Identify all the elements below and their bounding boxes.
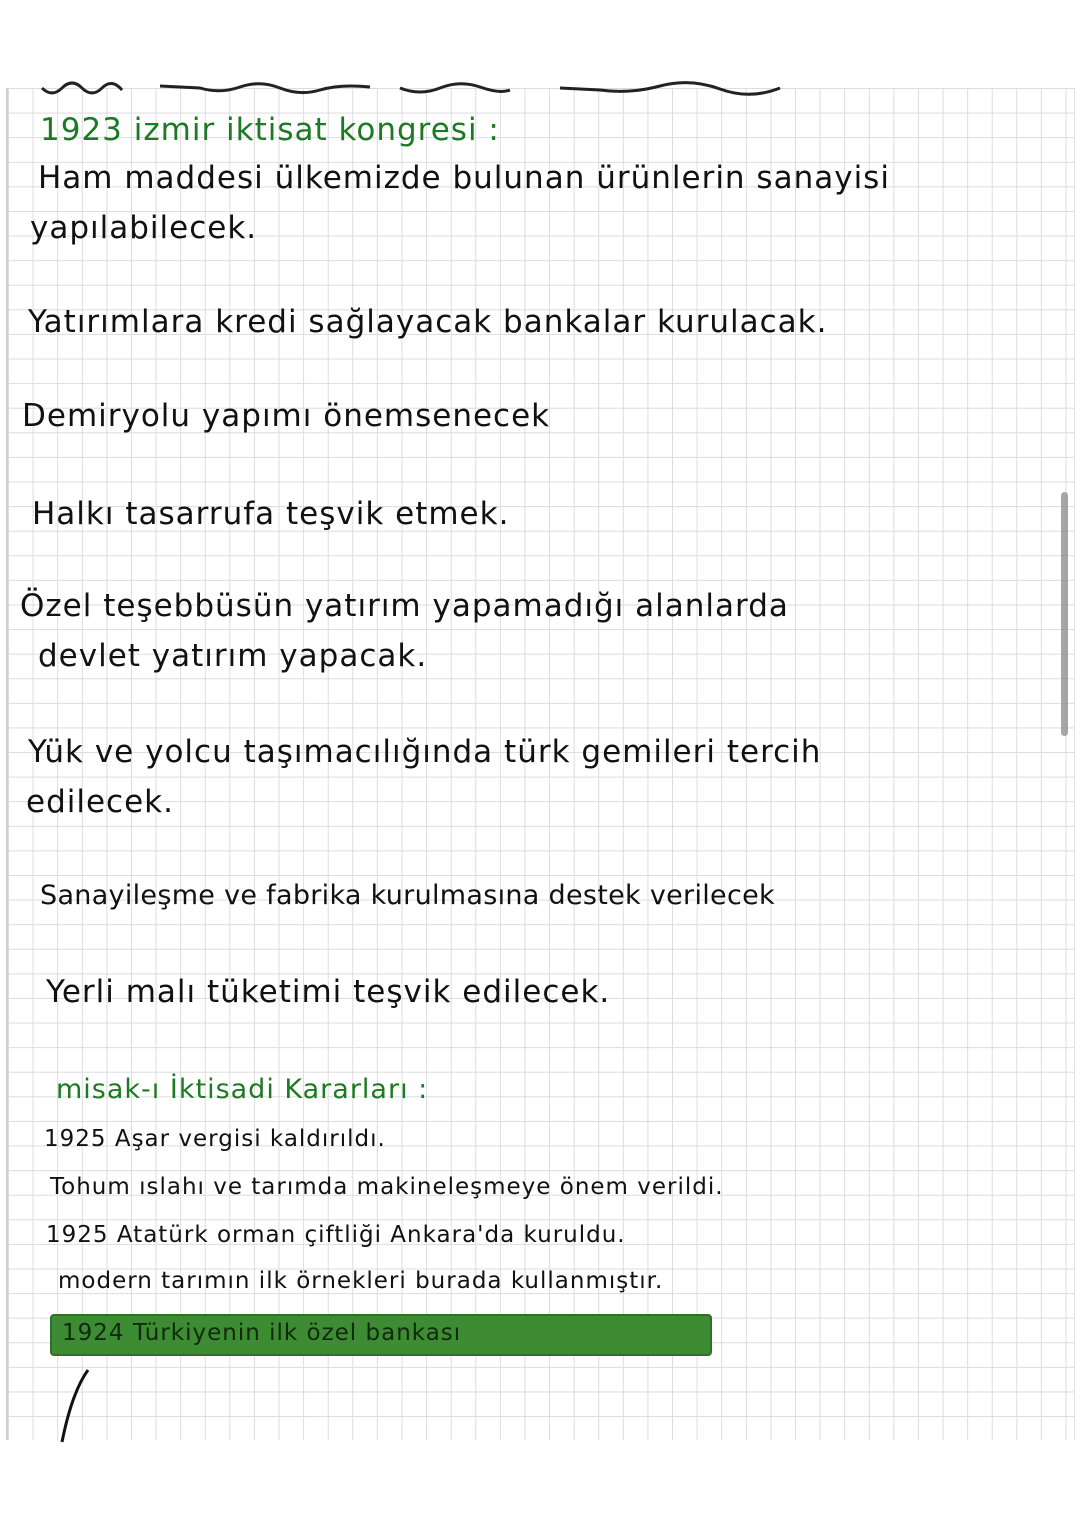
misak-line-forest-farm: 1925 Atatürk orman çiftliği Ankara'da kuruldu. (46, 1222, 626, 1248)
note-line-domestic-goods: Yerli malı tüketimi teşvik edilecek. (46, 974, 611, 1010)
note-line-raw-materials: Ham maddesi ülkemizde bulunan ürünlerin sanayisi (38, 160, 890, 196)
note-line-industrialization: Sanayileşme ve fabrika kurulmasına destek verilecek (40, 880, 775, 911)
misak-line-seed: Tohum ıslahı ve tarımda makineleşmeye önem verildi. (50, 1174, 724, 1200)
cut-off-handwriting (40, 78, 800, 100)
pen-stroke (50, 1364, 110, 1444)
scrollbar-thumb[interactable] (1061, 492, 1068, 736)
note-line-state-investment: devlet yatırım yapacak. (38, 638, 428, 674)
note-line-shipping-cont: edilecek. (26, 784, 174, 820)
highlighted-note: 1924 Türkiyenin ilk özel bankası (62, 1320, 462, 1346)
misak-line-tithe: 1925 Aşar vergisi kaldırıldı. (44, 1126, 386, 1152)
note-line-railway: Demiryolu yapımı önemsenecek (22, 398, 551, 434)
misak-heading: misak-ı İktisadi Kararları : (56, 1074, 429, 1105)
note-line-shipping: Yük ve yolcu taşımacılığında türk gemileri tercih (28, 734, 822, 770)
note-line-raw-materials-cont: yapılabilecek. (30, 210, 258, 246)
note-line-savings: Halkı tasarrufa teşvik etmek. (32, 496, 510, 532)
note-line-banks: Yatırımlara kredi sağlayacak bankalar kurulacak. (28, 304, 828, 340)
izmir-congress-heading: 1923 izmir iktisat kongresi : (40, 112, 500, 148)
misak-line-modern-farming: modern tarımın ilk örnekleri burada kullanmıştır. (58, 1268, 664, 1294)
note-line-private-enterprise: Özel teşebbüsün yatırım yapamadığı alanlarda (20, 588, 789, 624)
